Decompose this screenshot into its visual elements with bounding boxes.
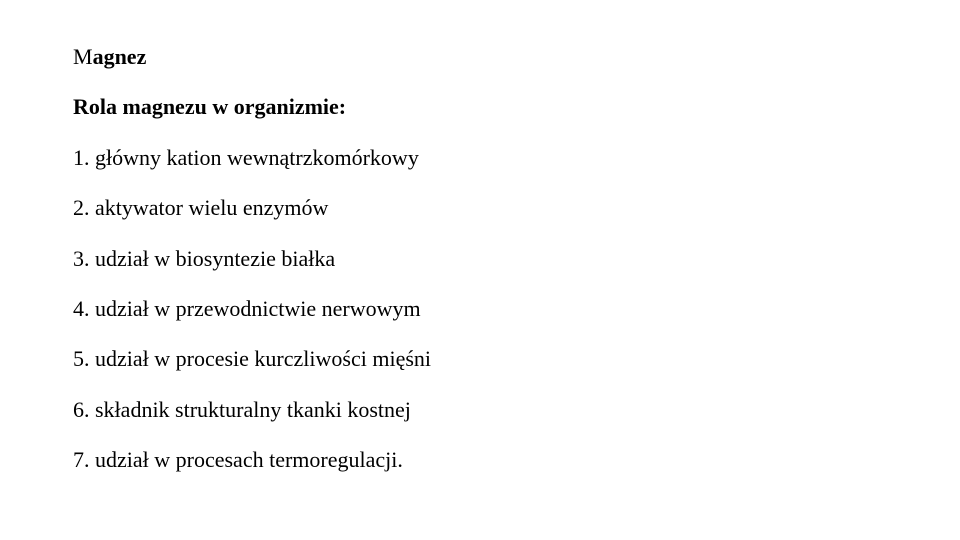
- list-item: [73, 244, 933, 274]
- list-item-number: 1.: [73, 144, 90, 170]
- list-item-text: składnik strukturalny tkanki kostnej: [95, 396, 411, 422]
- list-item-number: 7.: [73, 447, 90, 473]
- slide-subtitle: Rola magnezu w organizmie:: [73, 94, 347, 120]
- title-first-letter: M: [73, 44, 93, 69]
- list-item-text: udział w procesie kurczliwości mięśni: [95, 346, 432, 372]
- slide-content: [73, 42, 933, 496]
- list-item-number: 2.: [73, 195, 90, 221]
- list-item: [73, 294, 933, 324]
- list-item: [73, 395, 933, 425]
- list-item-text: udział w biosyntezie białka: [95, 245, 336, 271]
- list-item-number: 4.: [73, 295, 90, 321]
- list-item: [73, 445, 933, 475]
- list-item: [73, 193, 933, 223]
- title-rest: agnez: [92, 44, 147, 69]
- list-item-text: udział w przewodnictwie nerwowym: [95, 295, 421, 321]
- list-item: [73, 344, 933, 374]
- list-item-text: główny kation wewnątrzkomórkowy: [95, 144, 419, 170]
- slide-title: [73, 42, 933, 72]
- list-item: [73, 143, 933, 173]
- list-item-number: 5.: [73, 346, 90, 372]
- list-item-text: aktywator wielu enzymów: [95, 195, 329, 221]
- list-item-number: 6.: [73, 396, 90, 422]
- list-item-text: udział w procesach termoregulacji.: [95, 447, 403, 473]
- list-item-number: 3.: [73, 245, 90, 271]
- role-list: [73, 143, 933, 475]
